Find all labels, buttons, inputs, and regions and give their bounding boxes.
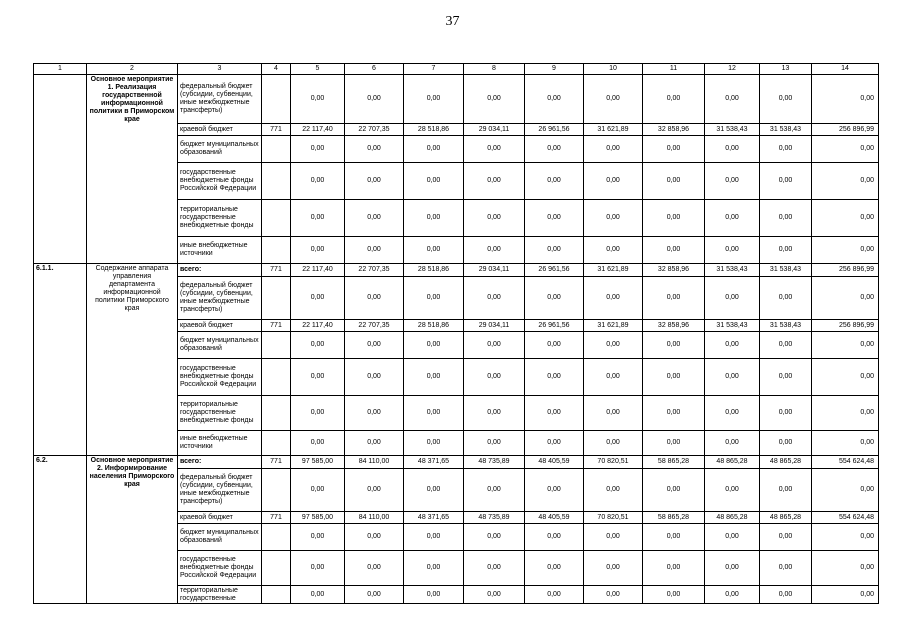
amount-cell: 48 371,65 [404,512,464,524]
amount-cell: 0,00 [345,136,404,163]
amount-cell: 0,00 [812,136,879,163]
amount-cell: 0,00 [705,469,760,512]
amount-cell: 0,00 [464,586,525,604]
budget-code [262,524,291,551]
header-row [34,64,879,75]
budget-code [262,396,291,431]
amount-cell: 0,00 [291,586,345,604]
amount-cell: 22 117,40 [291,264,345,277]
item-name: Основное мероприятие 1. Реализация государственной информационной политики в Приморском крае [87,75,178,264]
amount-cell: 0,00 [643,551,705,586]
amount-cell: 0,00 [705,586,760,604]
amount-cell: 0,00 [760,237,812,264]
amount-cell: 0,00 [584,431,643,456]
amount-cell: 0,00 [464,163,525,200]
column-header-12: 12 [705,64,760,75]
amount-cell: 0,00 [464,277,525,320]
amount-cell: 0,00 [345,586,404,604]
amount-cell: 0,00 [404,359,464,396]
amount-cell: 0,00 [584,75,643,124]
column-header-1: 1 [34,64,87,75]
amount-cell: 28 518,86 [404,124,464,136]
funding-source: территориальные государственные [178,586,262,604]
amount-cell: 0,00 [464,359,525,396]
item-code [34,75,87,264]
amount-cell: 0,00 [464,524,525,551]
amount-cell: 0,00 [643,237,705,264]
funding-source: краевой бюджет [178,320,262,332]
funding-source: иные внебюджетные источники [178,431,262,456]
amount-cell: 0,00 [705,524,760,551]
amount-cell: 0,00 [705,359,760,396]
amount-cell: 58 865,28 [643,456,705,469]
amount-cell: 22 707,35 [345,264,404,277]
budget-code: 771 [262,456,291,469]
column-header-2: 2 [87,64,178,75]
amount-cell: 0,00 [584,200,643,237]
amount-cell: 0,00 [584,396,643,431]
amount-cell: 0,00 [584,524,643,551]
amount-cell: 84 110,00 [345,512,404,524]
amount-cell: 97 585,00 [291,456,345,469]
amount-cell: 0,00 [760,332,812,359]
funding-source: бюджет муниципальных образований [178,332,262,359]
amount-cell: 0,00 [291,524,345,551]
column-header-10: 10 [584,64,643,75]
amount-cell: 0,00 [525,75,584,124]
amount-cell: 0,00 [812,332,879,359]
amount-cell: 26 961,56 [525,264,584,277]
amount-cell: 48 865,28 [705,456,760,469]
amount-cell: 58 865,28 [643,512,705,524]
amount-cell: 0,00 [464,469,525,512]
amount-cell: 0,00 [464,396,525,431]
amount-cell: 0,00 [812,524,879,551]
amount-cell: 0,00 [345,277,404,320]
amount-cell: 0,00 [404,586,464,604]
amount-cell: 0,00 [760,524,812,551]
amount-cell: 0,00 [760,359,812,396]
column-header-5: 5 [291,64,345,75]
amount-cell: 0,00 [464,136,525,163]
amount-cell: 48 735,89 [464,512,525,524]
column-header-3: 3 [178,64,262,75]
amount-cell: 0,00 [291,359,345,396]
amount-cell: 48 735,89 [464,456,525,469]
amount-cell: 0,00 [643,359,705,396]
amount-cell: 32 858,96 [643,264,705,277]
amount-cell: 0,00 [345,237,404,264]
amount-cell: 0,00 [705,551,760,586]
amount-cell: 0,00 [291,431,345,456]
funding-source: иные внебюджетные источники [178,237,262,264]
column-header-8: 8 [464,64,525,75]
amount-cell: 0,00 [760,163,812,200]
table-row [34,75,879,124]
budget-table [33,63,879,604]
amount-cell: 0,00 [345,163,404,200]
table-row [34,456,879,469]
amount-cell: 0,00 [404,431,464,456]
amount-cell: 0,00 [643,431,705,456]
amount-cell: 0,00 [345,524,404,551]
budget-code [262,469,291,512]
amount-cell: 22 707,35 [345,124,404,136]
amount-cell: 84 110,00 [345,456,404,469]
amount-cell: 0,00 [291,277,345,320]
amount-cell: 0,00 [291,75,345,124]
funding-source: краевой бюджет [178,124,262,136]
funding-source: государственные внебюджетные фонды Российской Федерации [178,359,262,396]
column-header-9: 9 [525,64,584,75]
funding-source: бюджет муниципальных образований [178,524,262,551]
amount-cell: 0,00 [643,586,705,604]
amount-cell: 0,00 [584,551,643,586]
amount-cell: 48 865,28 [760,512,812,524]
amount-cell: 0,00 [705,136,760,163]
amount-cell: 48 405,59 [525,456,584,469]
amount-cell: 0,00 [291,200,345,237]
amount-cell: 0,00 [760,431,812,456]
amount-cell: 0,00 [643,332,705,359]
amount-cell: 32 858,96 [643,320,705,332]
amount-cell: 0,00 [643,136,705,163]
amount-cell: 0,00 [404,163,464,200]
amount-cell: 29 034,11 [464,264,525,277]
budget-code: 771 [262,512,291,524]
amount-cell: 0,00 [812,277,879,320]
amount-cell: 0,00 [404,396,464,431]
amount-cell: 0,00 [705,200,760,237]
amount-cell: 256 896,99 [812,264,879,277]
amount-cell: 0,00 [525,359,584,396]
amount-cell: 31 538,43 [760,264,812,277]
amount-cell: 0,00 [345,75,404,124]
column-header-11: 11 [643,64,705,75]
amount-cell: 0,00 [584,163,643,200]
amount-cell: 0,00 [404,551,464,586]
amount-cell: 31 621,89 [584,264,643,277]
amount-cell: 22 117,40 [291,320,345,332]
amount-cell: 97 585,00 [291,512,345,524]
amount-cell: 0,00 [812,163,879,200]
amount-cell: 29 034,11 [464,320,525,332]
amount-cell: 0,00 [584,237,643,264]
amount-cell: 0,00 [705,396,760,431]
amount-cell: 31 538,43 [760,320,812,332]
amount-cell: 0,00 [345,332,404,359]
amount-cell: 0,00 [584,359,643,396]
amount-cell: 0,00 [525,163,584,200]
amount-cell: 70 820,51 [584,456,643,469]
amount-cell: 0,00 [643,277,705,320]
amount-cell: 0,00 [643,469,705,512]
amount-cell: 0,00 [404,200,464,237]
amount-cell: 0,00 [812,396,879,431]
amount-cell: 26 961,56 [525,320,584,332]
amount-cell: 0,00 [643,396,705,431]
funding-source: государственные внебюджетные фонды Российской Федерации [178,163,262,200]
amount-cell: 0,00 [464,431,525,456]
amount-cell: 0,00 [705,431,760,456]
amount-cell: 0,00 [464,551,525,586]
table-row [34,264,879,277]
amount-cell: 0,00 [643,163,705,200]
amount-cell: 0,00 [643,524,705,551]
amount-cell: 0,00 [812,75,879,124]
amount-cell: 0,00 [760,277,812,320]
funding-source: всего: [178,264,262,277]
amount-cell: 0,00 [464,237,525,264]
amount-cell: 0,00 [345,200,404,237]
amount-cell: 48 865,28 [705,512,760,524]
amount-cell: 0,00 [643,75,705,124]
amount-cell: 0,00 [525,277,584,320]
amount-cell: 0,00 [404,75,464,124]
amount-cell: 0,00 [291,332,345,359]
amount-cell: 0,00 [345,396,404,431]
column-header-4: 4 [262,64,291,75]
amount-cell: 0,00 [705,163,760,200]
amount-cell: 29 034,11 [464,124,525,136]
amount-cell: 0,00 [812,431,879,456]
amount-cell: 31 538,43 [705,320,760,332]
funding-source: федеральный бюджет (субсидии, субвенции, иные межбюджетные трансферты) [178,469,262,512]
amount-cell: 28 518,86 [404,320,464,332]
budget-code [262,586,291,604]
funding-source: государственные внебюджетные фонды Российской Федерации [178,551,262,586]
budget-code [262,163,291,200]
amount-cell: 0,00 [760,469,812,512]
item-name: Содержание аппарата управления департамента информационной политики Приморского края [87,264,178,456]
budget-code [262,431,291,456]
amount-cell: 22 707,35 [345,320,404,332]
budget-code [262,136,291,163]
amount-cell: 0,00 [705,332,760,359]
amount-cell: 0,00 [464,75,525,124]
amount-cell: 0,00 [525,586,584,604]
amount-cell: 0,00 [404,136,464,163]
amount-cell: 70 820,51 [584,512,643,524]
item-name: Основное мероприятие 2. Информирование населения Приморского края [87,456,178,604]
amount-cell: 0,00 [760,200,812,237]
amount-cell: 0,00 [760,586,812,604]
page-number: 37 [445,14,460,29]
budget-code [262,359,291,396]
budget-code: 771 [262,124,291,136]
amount-cell: 28 518,86 [404,264,464,277]
budget-code [262,200,291,237]
column-header-7: 7 [404,64,464,75]
budget-code: 771 [262,264,291,277]
item-code: 6.1.1. [34,264,87,456]
funding-source: федеральный бюджет (субсидии, субвенции, иные межбюджетные трансферты) [178,75,262,124]
amount-cell: 31 621,89 [584,124,643,136]
amount-cell: 0,00 [345,431,404,456]
amount-cell: 0,00 [705,75,760,124]
budget-code [262,237,291,264]
amount-cell: 0,00 [291,551,345,586]
amount-cell: 31 538,43 [760,124,812,136]
amount-cell: 256 896,99 [812,320,879,332]
amount-cell: 0,00 [291,136,345,163]
amount-cell: 0,00 [584,469,643,512]
amount-cell: 31 538,43 [705,124,760,136]
amount-cell: 0,00 [760,75,812,124]
amount-cell: 0,00 [812,586,879,604]
amount-cell: 26 961,56 [525,124,584,136]
amount-cell: 0,00 [525,136,584,163]
amount-cell: 0,00 [525,332,584,359]
amount-cell: 0,00 [525,524,584,551]
amount-cell: 48 405,59 [525,512,584,524]
amount-cell: 0,00 [525,396,584,431]
funding-source: краевой бюджет [178,512,262,524]
budget-code [262,75,291,124]
amount-cell: 0,00 [345,551,404,586]
budget-code [262,551,291,586]
amount-cell: 0,00 [525,469,584,512]
amount-cell: 0,00 [404,332,464,359]
amount-cell: 0,00 [760,136,812,163]
amount-cell: 0,00 [291,163,345,200]
amount-cell: 0,00 [291,237,345,264]
amount-cell: 0,00 [584,332,643,359]
amount-cell: 32 858,96 [643,124,705,136]
amount-cell: 0,00 [525,431,584,456]
amount-cell: 48 865,28 [760,456,812,469]
funding-source: территориальные государственные внебюджетные фонды [178,396,262,431]
amount-cell: 48 371,65 [404,456,464,469]
amount-cell: 0,00 [584,586,643,604]
budget-code [262,277,291,320]
funding-source: территориальные государственные внебюджетные фонды [178,200,262,237]
amount-cell: 554 624,48 [812,512,879,524]
amount-cell: 0,00 [705,277,760,320]
column-header-13: 13 [760,64,812,75]
amount-cell: 0,00 [525,551,584,586]
item-code: 6.2. [34,456,87,604]
funding-source: федеральный бюджет (субсидии, субвенции, иные межбюджетные трансферты) [178,277,262,320]
amount-cell: 0,00 [404,524,464,551]
amount-cell: 0,00 [291,396,345,431]
amount-cell: 0,00 [525,200,584,237]
amount-cell: 0,00 [812,469,879,512]
funding-source: всего: [178,456,262,469]
amount-cell: 31 621,89 [584,320,643,332]
amount-cell: 0,00 [812,359,879,396]
amount-cell: 0,00 [812,551,879,586]
amount-cell: 0,00 [525,237,584,264]
amount-cell: 0,00 [404,469,464,512]
amount-cell: 256 896,99 [812,124,879,136]
amount-cell: 0,00 [404,277,464,320]
funding-source: бюджет муниципальных образований [178,136,262,163]
amount-cell: 0,00 [404,237,464,264]
amount-cell: 22 117,40 [291,124,345,136]
amount-cell: 0,00 [464,332,525,359]
amount-cell: 0,00 [464,200,525,237]
amount-cell: 0,00 [705,237,760,264]
column-header-6: 6 [345,64,404,75]
amount-cell: 0,00 [643,200,705,237]
amount-cell: 0,00 [291,469,345,512]
column-header-14: 14 [812,64,879,75]
amount-cell: 0,00 [345,359,404,396]
amount-cell: 0,00 [760,396,812,431]
amount-cell: 0,00 [345,469,404,512]
amount-cell: 0,00 [584,277,643,320]
amount-cell: 0,00 [812,237,879,264]
amount-cell: 0,00 [584,136,643,163]
amount-cell: 554 624,48 [812,456,879,469]
amount-cell: 0,00 [760,551,812,586]
budget-code: 771 [262,320,291,332]
amount-cell: 31 538,43 [705,264,760,277]
budget-code [262,332,291,359]
amount-cell: 0,00 [812,200,879,237]
